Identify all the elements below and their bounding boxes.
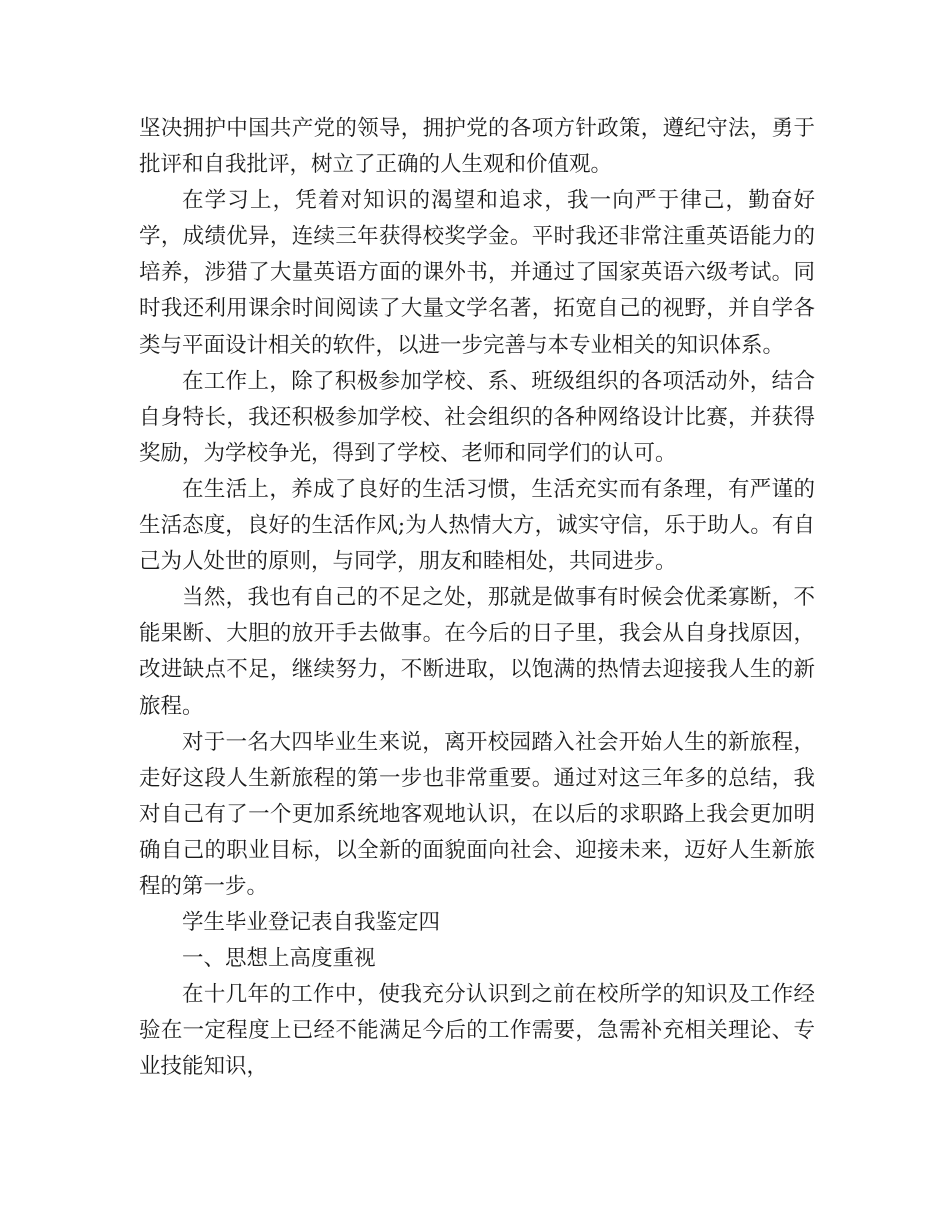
section-heading: 学生毕业登记表自我鉴定四 <box>182 910 441 936</box>
paragraph-life: 在生活上，养成了良好的生活习惯，生活充实而有条理，有严谨的生活态度，良好的生活作风;为人热情大方，诚实守信，乐于助人。有自己为人处世的原则，与同学，朋友和睦相处，共同进步。 <box>139 476 815 575</box>
paragraph-work: 在工作上，除了积极参加学校、系、班级组织的各项活动外，结合自身特长，我还积极参加学校、社会组织的各种网络设计比赛，并获得奖励，为学校争光，得到了学校、老师和同学们的认可。 <box>139 368 815 466</box>
paragraph-study: 在学习上，凭着对知识的渴望和追求，我一向严于律己，勤奋好学，成绩优异，连续三年获得校奖学金。平时我还非常注重英语能力的培养，涉猎了大量英语方面的课外书，并通过了国家英语六级考试。同时我还利用课余时间阅读了大量文学名著，拓宽自己的视野，并自学各类与平面设计相关的软件，以进一步完善与本专业相关的知识体系。 <box>139 188 815 358</box>
paragraph-work-experience: 在十几年的工作中，使我充分认识到之前在校所学的知识及工作经验在一定程度上已经不能满足今后的工作需要，急需补充相关理论、专业技能知识， <box>139 982 815 1080</box>
document-body <box>139 111 815 1086</box>
paragraph-conclusion: 对于一名大四毕业生来说，离开校园踏入社会开始人生的新旅程，走好这段人生新旅程的第一步也非常重要。通过对这三年多的总结，我对自己有了一个更加系统地客观地认识，在以后的求职路上我会更加明确自己的职业目标，以全新的面貌面向社会、迎接未来，迈好人生新旅程的第一步。 <box>139 729 815 899</box>
subsection-heading: 一、思想上高度重视 <box>182 946 376 972</box>
paragraph-shortcomings: 当然，我也有自己的不足之处，那就是做事有时候会优柔寡断，不能果断、大胆的放开手去做事。在今后的日子里，我会从自身找原因，改进缺点不足，继续努力，不断进取，以饱满的热情去迎接我人生的新旅程。 <box>139 585 815 719</box>
paragraph-political-stance: 坚决拥护中国共产党的领导，拥护党的各项方针政策，遵纪守法，勇于批评和自我批评，树立了正确的人生观和价值观。 <box>139 116 815 178</box>
